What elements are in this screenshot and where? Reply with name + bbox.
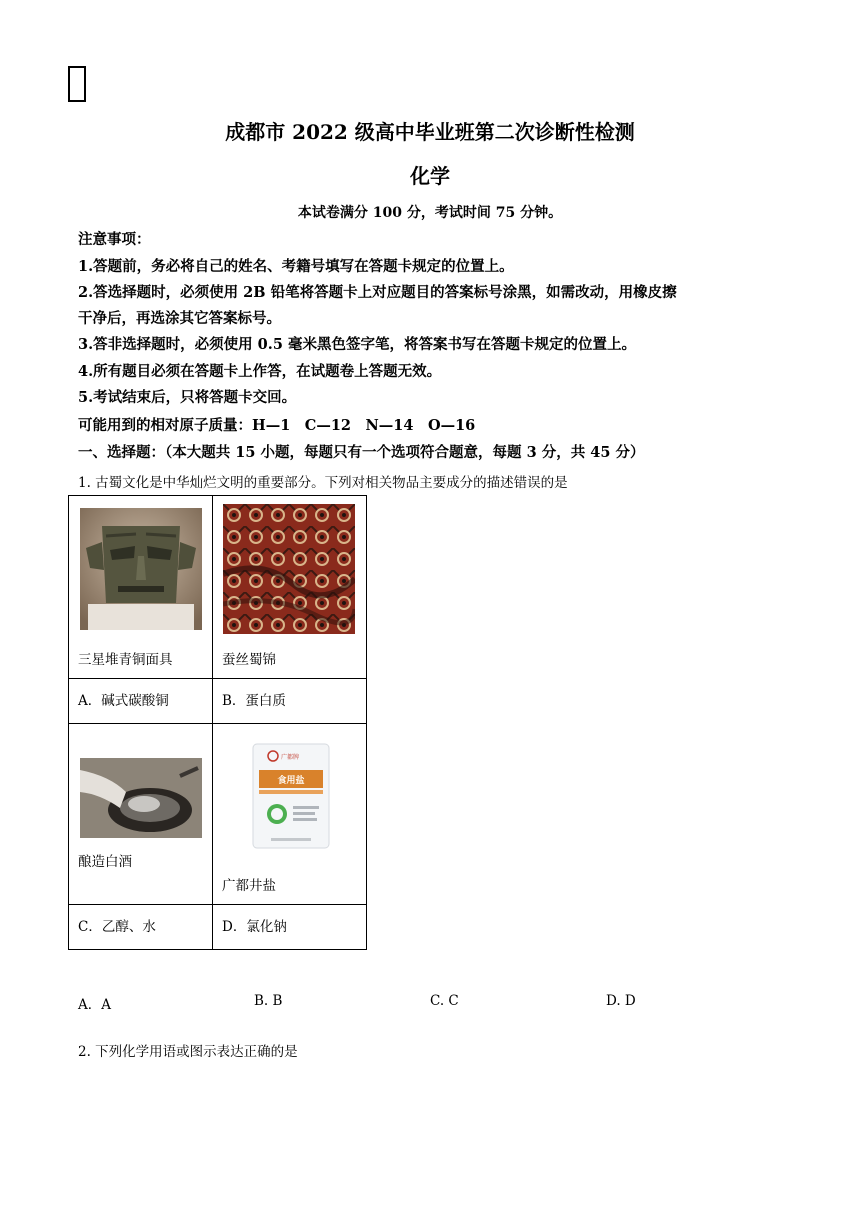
atomic-mass-line: 可能用到的相对原子质量：H—1 C—12 N—14 O—16 bbox=[78, 417, 476, 434]
item-cell-salt bbox=[213, 724, 367, 905]
note-item: 4.所有题目必须在答题卡上作答，在试题卷上答题无效。 bbox=[78, 363, 442, 380]
item-caption: 广都井盐 bbox=[222, 878, 276, 894]
item-caption: 三星堆青铜面具 bbox=[78, 652, 173, 668]
notes-heading: 注意事项： bbox=[78, 231, 151, 248]
answer-choice-c: C. C bbox=[430, 993, 459, 1009]
note-item: 干净后，再选涂其它答案标号。 bbox=[78, 310, 281, 327]
note-item: 1.答题前，务必将自己的姓名、考籍号填写在答题卡规定的位置上。 bbox=[78, 258, 514, 275]
bronze-mask-image bbox=[80, 508, 202, 630]
subject-title: 化学 bbox=[410, 164, 450, 188]
score-note: 本试卷满分 100 分，考试时间 75 分钟。 bbox=[297, 205, 563, 221]
question-1-table bbox=[68, 495, 367, 950]
silk-brocade-image bbox=[223, 504, 355, 634]
question-1-stem: 1. 古蜀文化是中华灿烂文明的重要部分。下列对相关物品主要成分的描述错误的是 bbox=[78, 475, 568, 491]
answer-choice-d: D. D bbox=[606, 993, 636, 1009]
well-salt-package-image bbox=[251, 742, 331, 850]
item-caption: 酿造白酒 bbox=[78, 854, 132, 870]
item-caption: 蚕丝蜀锦 bbox=[222, 652, 276, 668]
note-item: 3.答非选择题时，必须使用 0.5 毫米黑色签字笔，将答案书写在答题卡规定的位置上。 bbox=[78, 336, 636, 353]
section-heading: 一、选择题：（本大题共 15 小题，每题只有一个选项符合题意，每题 3 分，共 45 分） bbox=[78, 444, 645, 461]
option-b: B．蛋白质 bbox=[213, 679, 367, 724]
option-c: C．乙醇、水 bbox=[69, 905, 213, 950]
note-item: 5.考试结束后，只将答题卡交回。 bbox=[78, 389, 297, 406]
item-cell-liquor bbox=[69, 724, 213, 905]
item-cell-brocade bbox=[213, 496, 367, 679]
corner-mark bbox=[68, 66, 86, 102]
answer-choice-a: A．A bbox=[78, 997, 111, 1013]
option-a: A．碱式碳酸铜 bbox=[69, 679, 213, 724]
item-cell-mask bbox=[69, 496, 213, 679]
question-2-stem: 2. 下列化学用语或图示表达正确的是 bbox=[78, 1044, 298, 1060]
salt-brand-text: 广都牌 bbox=[281, 754, 300, 761]
answer-choice-b: B. B bbox=[254, 993, 283, 1009]
note-item: 2.答选择题时，必须使用 2B 铅笔将答题卡上对应题目的答案标号涂黑，如需改动，用橡皮擦 bbox=[78, 284, 677, 301]
option-d: D．氯化钠 bbox=[213, 905, 367, 950]
salt-product-text: 食用盐 bbox=[277, 776, 305, 786]
brewing-liquor-image bbox=[80, 758, 202, 838]
exam-title: 成都市 2022 级高中毕业班第二次诊断性检测 bbox=[225, 120, 635, 144]
